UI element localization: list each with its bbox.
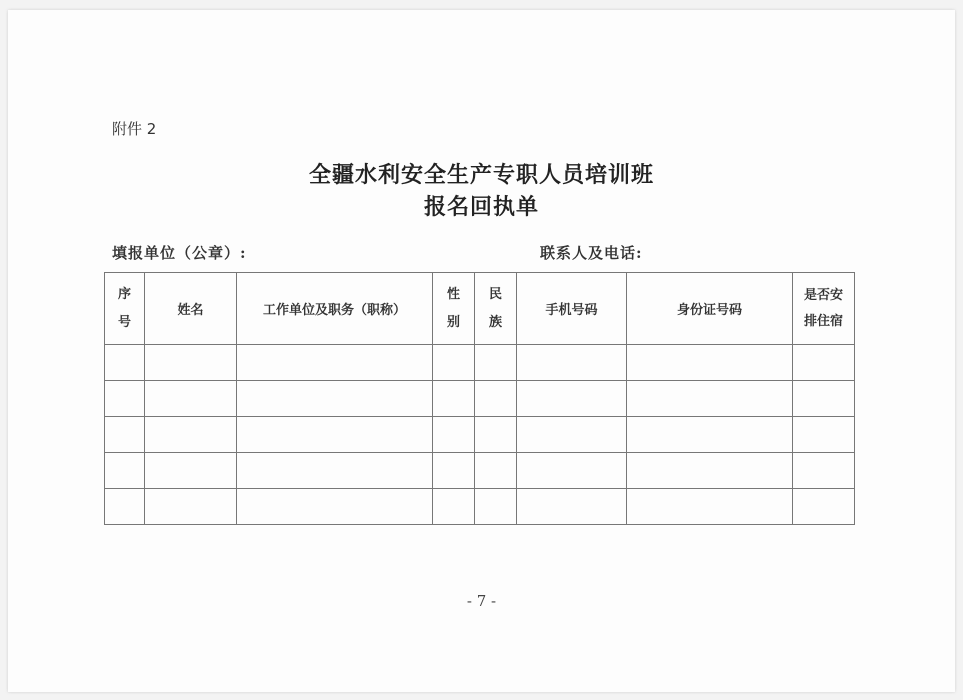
table-cell[interactable] xyxy=(237,417,433,453)
table-cell[interactable] xyxy=(237,345,433,381)
table-row xyxy=(105,453,855,489)
registration-table xyxy=(104,272,855,525)
table-cell[interactable] xyxy=(433,489,475,525)
table-cell[interactable] xyxy=(793,417,855,453)
fill-unit-label: 填报单位（公章）: xyxy=(112,244,247,262)
table-cell[interactable] xyxy=(145,489,237,525)
table-cell[interactable] xyxy=(627,345,793,381)
table-cell[interactable] xyxy=(793,381,855,417)
table-cell[interactable] xyxy=(237,489,433,525)
table-cell[interactable] xyxy=(237,453,433,489)
table-row xyxy=(105,345,855,381)
table-row xyxy=(105,381,855,417)
contact-label: 联系人及电话: xyxy=(540,244,643,262)
table-cell[interactable] xyxy=(237,381,433,417)
annex-label: 附件 2 xyxy=(112,120,157,138)
header-id-number: 身份证号码 xyxy=(627,273,793,345)
table-cell[interactable] xyxy=(145,417,237,453)
table-cell[interactable] xyxy=(105,417,145,453)
header-ethnicity: 民族 xyxy=(475,273,517,345)
document-subtitle: 报名回执单 xyxy=(423,194,539,220)
table-cell[interactable] xyxy=(627,381,793,417)
table-cell[interactable] xyxy=(433,381,475,417)
table-cell[interactable] xyxy=(105,489,145,525)
header-mobile: 手机号码 xyxy=(517,273,627,345)
table-cell[interactable] xyxy=(475,381,517,417)
header-accommodation: 是否安排住宿 xyxy=(793,273,855,345)
table-cell[interactable] xyxy=(475,345,517,381)
table-cell[interactable] xyxy=(517,345,627,381)
table-cell[interactable] xyxy=(433,417,475,453)
table-cell[interactable] xyxy=(627,489,793,525)
header-name: 姓名 xyxy=(145,273,237,345)
table-cell[interactable] xyxy=(517,417,627,453)
table-cell[interactable] xyxy=(793,345,855,381)
table-cell[interactable] xyxy=(433,453,475,489)
table-cell[interactable] xyxy=(517,381,627,417)
table-cell[interactable] xyxy=(475,417,517,453)
table-row xyxy=(105,417,855,453)
document-page xyxy=(8,10,955,692)
table-cell[interactable] xyxy=(145,381,237,417)
header-gender: 性别 xyxy=(433,273,475,345)
table-cell[interactable] xyxy=(517,489,627,525)
table-cell[interactable] xyxy=(105,453,145,489)
document-title: 全疆水利安全生产专职人员培训班 xyxy=(308,162,654,188)
table-cell[interactable] xyxy=(475,453,517,489)
table-row xyxy=(105,489,855,525)
table-cell[interactable] xyxy=(793,453,855,489)
header-work-unit: 工作单位及职务（职称） xyxy=(237,273,433,345)
table-cell[interactable] xyxy=(517,453,627,489)
table-cell[interactable] xyxy=(145,453,237,489)
page-number: - 7 - xyxy=(466,592,497,610)
table-cell[interactable] xyxy=(793,489,855,525)
table-cell[interactable] xyxy=(475,489,517,525)
table-cell[interactable] xyxy=(105,381,145,417)
table-cell[interactable] xyxy=(145,345,237,381)
header-serial-number: 序号 xyxy=(105,273,145,345)
table-header-row xyxy=(105,273,855,345)
table-cell[interactable] xyxy=(627,453,793,489)
table-cell[interactable] xyxy=(105,345,145,381)
table-cell[interactable] xyxy=(433,345,475,381)
table-cell[interactable] xyxy=(627,417,793,453)
